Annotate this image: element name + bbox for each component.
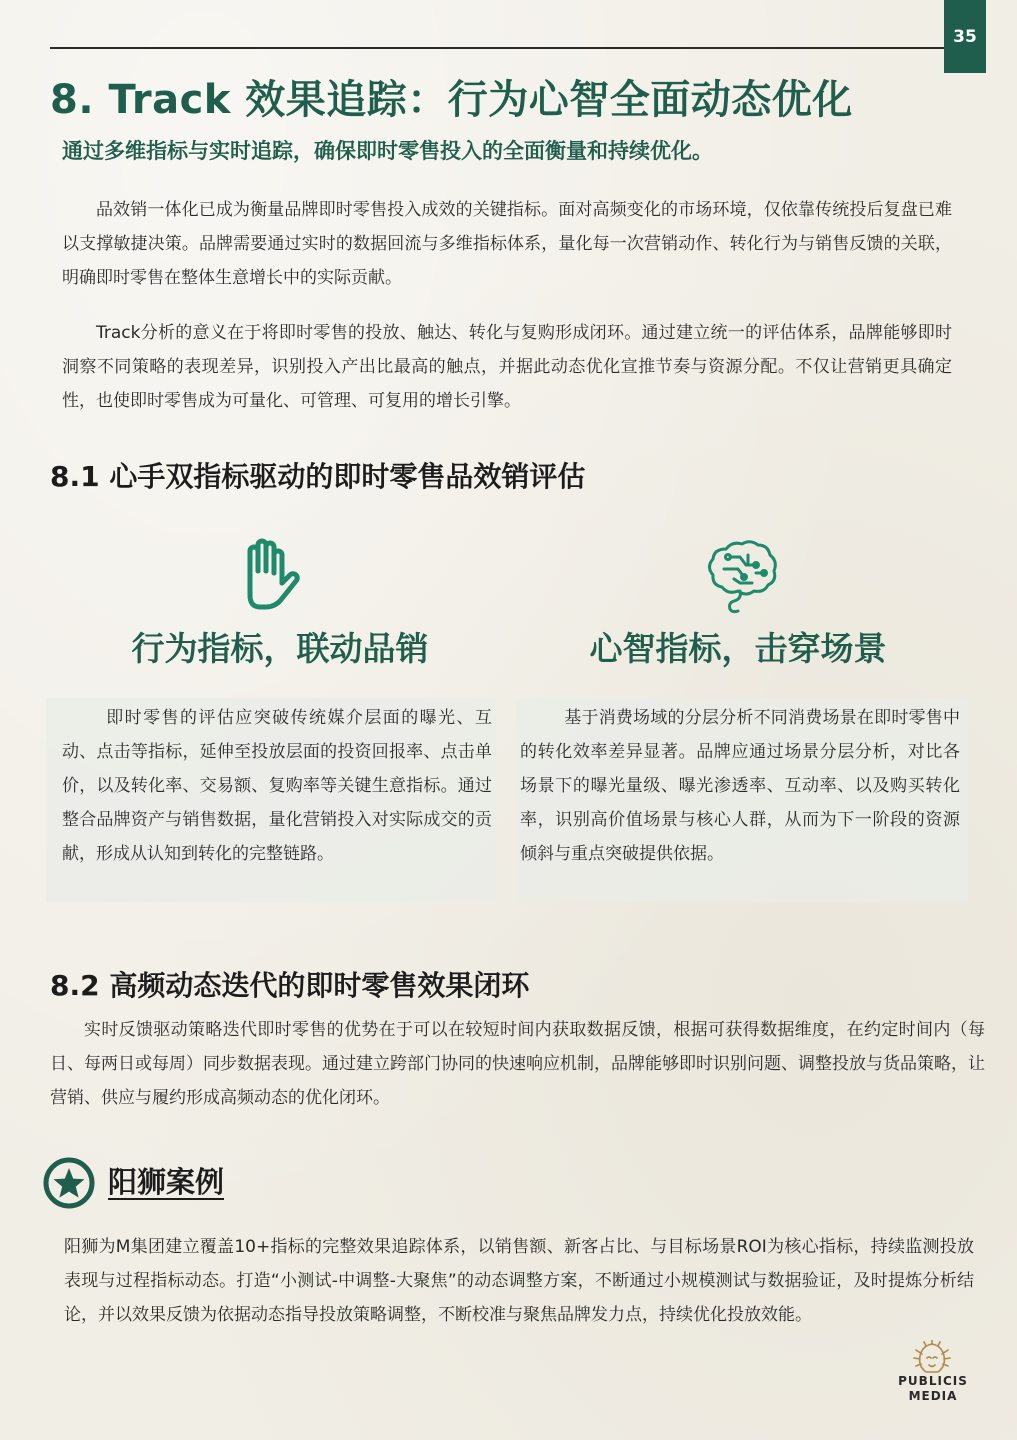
intro-paragraph-1: 品效销一体化已成为衡量品牌即时零售投入成效的关键指标。面对高频变化的市场环境，仅依靠传统投后复盘已难以支撑敏捷决策。品牌需要通过实时的数据回流与多维指标体系，量化每一次营销动作、转化行为与销售反馈的关联，明确即时零售在整体生意增长中的实际贡献。	[62, 200, 952, 288]
brain-icon	[700, 535, 780, 615]
mindset-metrics-card	[516, 698, 968, 902]
section-8-2-paragraph: 实时反馈驱动策略迭代即时零售的优势在于可以在较短时间内获取数据反馈，根据可获得数据维度，在约定时间内（每日、每两日或每周）同步数据表现。通过建立跨部门协同的快速响应机制，品牌能够即时识别问题、调整投放与货品策略，让营销、供应与履约形成高频动态的优化闭环。	[50, 1020, 985, 1108]
behavior-metrics-heading: 行为指标，联动品销	[131, 629, 429, 668]
logo-line-1: PUBLICIS	[898, 1374, 968, 1388]
lion-head-icon	[908, 1340, 956, 1376]
behavior-metrics-card	[46, 698, 496, 902]
page-title: 8. Track 效果追踪：行为心智全面动态优化	[50, 77, 853, 123]
section-8-1-title: 8.1 心手双指标驱动的即时零售品效销评估	[50, 460, 586, 493]
page-subtitle: 通过多维指标与实时追踪，确保即时零售投入的全面衡量和持续优化。	[62, 139, 713, 163]
publicis-media-logo	[890, 1374, 976, 1404]
intro-paragraph-2: Track分析的意义在于将即时零售的投放、触达、转化与复购形成闭环。通过建立统一的评估体系，品牌能够即时洞察不同策略的表现差异，识别投入产出比最高的触点，并据此动态优化宣推节奏与资源分配。不仅让营销更具确定性，也使即时零售成为可量化、可管理、可复用的增长引擎。	[62, 323, 952, 411]
mindset-metrics-text: 基于消费场域的分层分析不同消费场景在即时零售中的转化效率差异显著。品牌应通过场景分层分析，对比各场景下的曝光量级、曝光渗透率、互动率、以及购买转化率，识别高价值场景与核心人群，从而为下一阶段的资源倾斜与重点突破提供依据。	[520, 708, 960, 864]
hand-icon	[228, 535, 308, 615]
mindset-metrics-heading: 心智指标，击穿场景	[589, 629, 887, 668]
case-title: 阳狮案例	[108, 1165, 225, 1199]
behavior-metrics-text: 即时零售的评估应突破传统媒介层面的曝光、互动、点击等指标，延伸至投放层面的投资回报率、点击单价，以及转化率、交易额、复购率等关键生意指标。通过整合品牌资产与销售数据，量化营销投入对实际成交的贡献，形成从认知到转化的完整链路。	[62, 708, 492, 864]
header-rule	[50, 47, 945, 49]
case-paragraph: 阳狮为M集团建立覆盖10+指标的完整效果追踪体系，以销售额、新客占比、与目标场景ROI为核心指标，持续监测投放表现与过程指标动态。打造“小测试-中调整-大聚焦”的动态调整方案，不断通过小规模测试与数据验证，及时提炼分析结论，并以效果反馈为依据动态指导投放策略调整，不断校准与聚焦品牌发力点，持续优化投放效能。	[64, 1237, 974, 1325]
logo-line-2: MEDIA	[908, 1389, 958, 1403]
section-8-2-title: 8.2 高频动态迭代的即时零售效果闭环	[50, 969, 530, 1002]
page-number: 35	[944, 0, 986, 73]
star-icon	[42, 1156, 96, 1210]
